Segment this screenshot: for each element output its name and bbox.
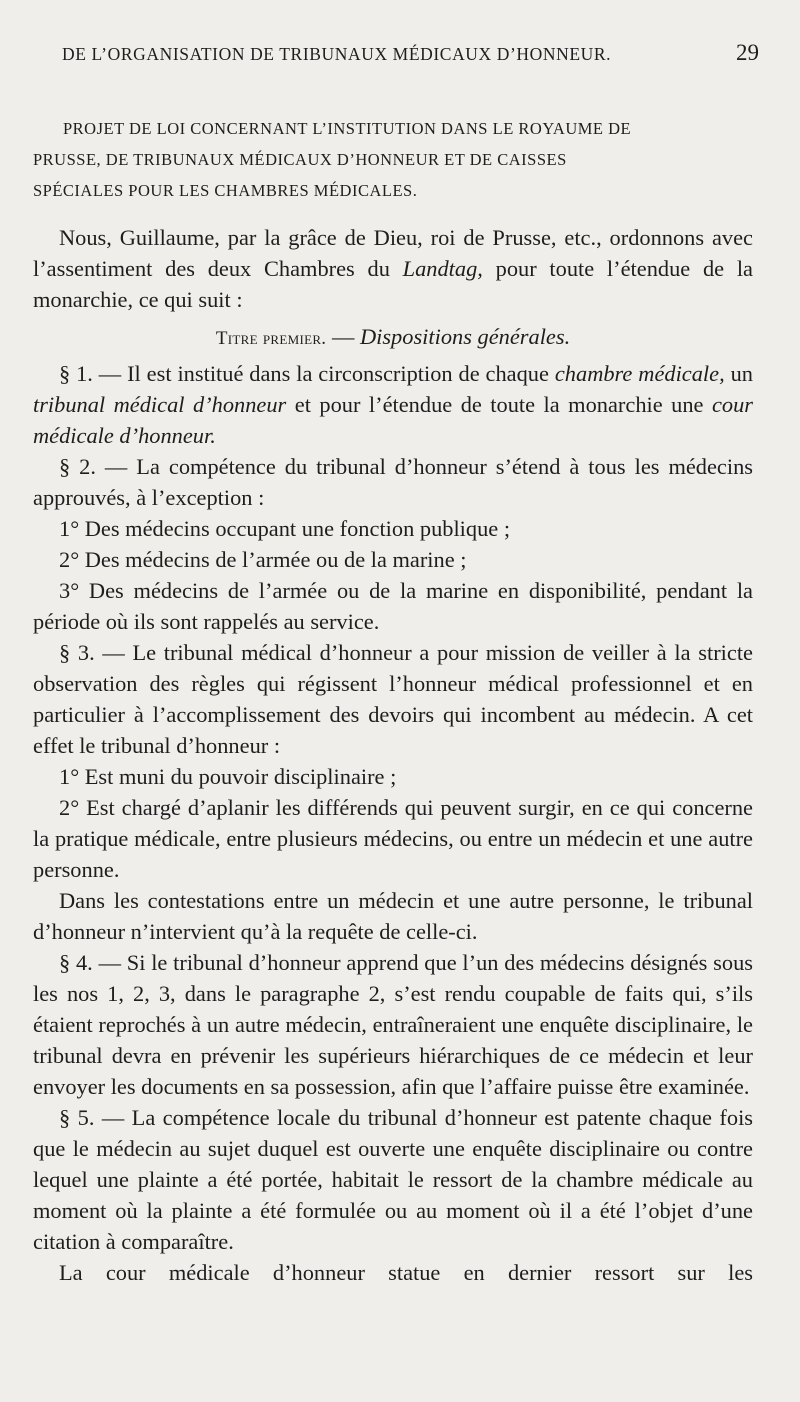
bill-title xyxy=(33,113,753,206)
page-number: 29 xyxy=(736,40,759,65)
paragraph-1-cour: cour médicale d’honneur. xyxy=(33,392,754,448)
paragraph-1-tribunal: tribunal médical d’honneur xyxy=(33,392,287,417)
paragraph-3: § 3. — Le tribunal médical d’honneur a pour mission de veiller à la stricte observation des règles qui régissent l’honneur médical professionnel et en particulier à l’accomplissement des devoirs qui incombent au médecin. A cet effet le tribunal d’honneur : xyxy=(33,640,753,758)
paragraph-1-number: § 1. xyxy=(59,361,93,386)
paragraph-3-item-2: 2° Est chargé d’aplanir les différends qui peuvent surgir, en ce qui concerne la pratique médicale, entre plusieurs médecins, ou entre un médecin et une autre personne. xyxy=(33,795,753,882)
paragraph-1-text-3: et pour l’étendue de toute la monarchie une xyxy=(286,392,712,417)
preamble-landtag: Landtag, xyxy=(402,256,483,281)
paragraph-2-item-1: 1° Des médecins occupant une fonction publique ; xyxy=(59,516,511,541)
running-title: DE L’ORGANISATION DE TRIBUNAUX MÉDICAUX D’HONNEUR. xyxy=(62,44,612,64)
section-heading-subtitle: Dispositions générales. xyxy=(359,324,571,349)
preamble-text-end: pour toute l’étendue de la monarchie, ce qui suit : xyxy=(33,256,753,312)
running-header xyxy=(62,40,759,74)
page-body xyxy=(33,113,753,1288)
paragraph-3-after: Dans les contestations entre un médecin et une autre personne, le tribunal d’honneur n’intervient qu’à la requête de celle-ci. xyxy=(33,888,753,944)
section-heading-dash: — xyxy=(326,324,360,349)
paragraph-4: § 4. — Si le tribunal d’honneur apprend que l’un des médecins désignés sous les nos 1, 2, 3, dans le paragraphe 2, s’est rendu coupable de faits qui, s’ils étaient reprochés à un autre médecin, entraîneraient une enquête disciplinaire, le tribunal devra en prévenir les supérieurs hiérarchiques de ce médecin et leur envoyer les documents en sa possession, afin que l’affaire puisse être examinée. xyxy=(33,950,753,1099)
bill-title-line-3: SPÉCIALES POUR LES CHAMBRES MÉDICALES. xyxy=(33,181,418,200)
paragraph-1 xyxy=(33,358,753,451)
paragraph-2-item-3: 3° Des médecins de l’armée ou de la marine en disponibilité, pendant la période où ils sont rappelés au service. xyxy=(33,578,753,634)
section-heading xyxy=(33,321,753,354)
paragraph-5: § 5. — La compétence locale du tribunal d’honneur est patente chaque fois que le médecin au sujet duquel est ouverte une enquête disciplinaire ou contre lequel une plainte a été portée, habitait le ressort de la chambre médicale au moment où la plainte a été formulée ou au moment où il a été l’objet d’une citation à comparaître. xyxy=(33,1105,753,1254)
paragraph-3-item-1: 1° Est muni du pouvoir disciplinaire ; xyxy=(59,764,397,789)
section-heading-label: Titre premier. xyxy=(215,328,327,349)
bill-title-line-1: PROJET DE LOI CONCERNANT L’INSTITUTION DANS LE ROYAUME DE xyxy=(63,119,632,138)
preamble-text: Nous, Guillaume, par la grâce de Dieu, roi de Prusse, etc., ordonnons avec l’assentiment des deux Chambres du xyxy=(33,225,753,281)
paragraph-1-text: — Il est institué dans la circonscription de chaque xyxy=(92,361,555,386)
bill-title-line-2: PRUSSE, DE TRIBUNAUX MÉDICAUX D’HONNEUR ET DE CAISSES xyxy=(33,150,567,169)
paragraph-1-chambre: chambre médicale, xyxy=(554,361,725,386)
paragraph-5-continuation: La cour médicale d’honneur statue en dernier ressort sur les xyxy=(59,1260,753,1285)
paragraph-2-item-2: 2° Des médecins de l’armée ou de la marine ; xyxy=(59,547,467,572)
preamble-paragraph xyxy=(33,222,753,315)
paragraph-2: § 2. — La compétence du tribunal d’honneur s’étend à tous les médecins approuvés, à l’exception : xyxy=(33,454,753,510)
paragraph-1-text-2: un xyxy=(724,361,753,386)
